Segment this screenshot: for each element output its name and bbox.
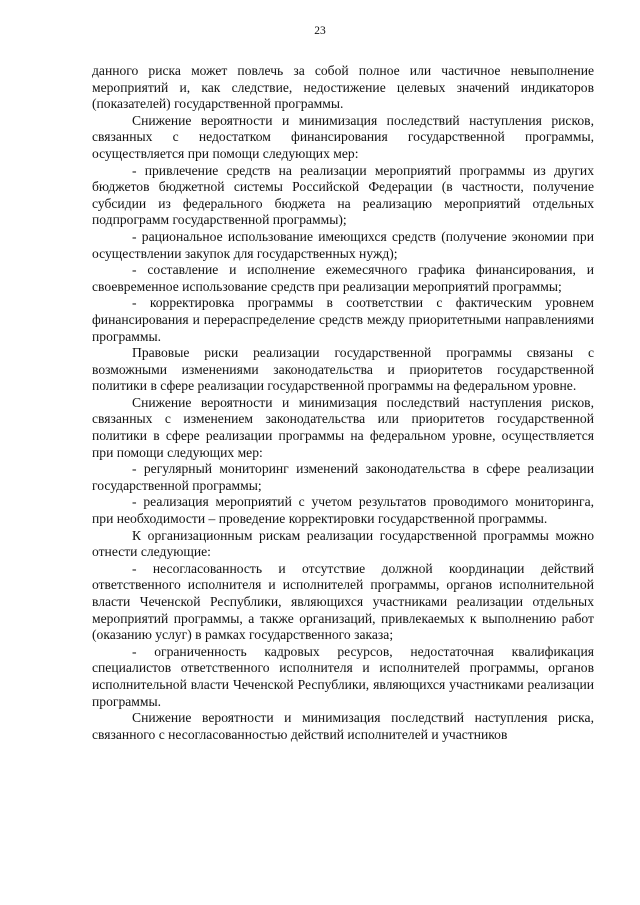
paragraph-1: данного риска может повлечь за собой полное или частичное невыполнение мероприятий и, как следствие, недостижение целевых значений индикаторов (показателей) государственной программы.	[92, 63, 594, 112]
paragraph-organizational-risks: К организационным рискам реализации государственной программы можно отнести следующие:	[92, 527, 594, 560]
list-item-staff-limits: - ограниченность кадровых ресурсов, недостаточная квалификация специалистов ответственного исполнителя и исполнителей программы, органов исполнительной власти Чеченской Республики, являющихся участниками реализации программы.	[92, 643, 594, 709]
document-body	[92, 63, 594, 743]
list-item-inconsistency: - несогласованность и отсутствие должной координации действий ответственного исполнителя и исполнителей программы, органов исполнительной власти Чеченской Республики, являющихся участниками реализации отдельных мероприятий программы, а также организаций, привлекаемых к выполнению работ (оказанию услуг) в рамках государственного заказа;	[92, 560, 594, 643]
paragraph-legal-risks: Правовые риски реализации государственной программы связаны с возможными изменениями законодательства и приоритетов государственной политики в сфере реализации государственной программы на федеральном уровне.	[92, 345, 594, 394]
list-item-program-adjustment: - корректировка программы в соответствии с фактическим уровнем финансирования и перераспределение средств между приоритетными направлениями программы.	[92, 295, 594, 344]
list-item-rational-use: - рациональное использование имеющихся средств (получение экономии при осуществлении закупок для государственных нужд);	[92, 228, 594, 261]
page-number: 23	[314, 25, 326, 37]
list-item-implementation: - реализация мероприятий с учетом результатов проводимого мониторинга, при необходимости – проведение корректировки государственной программы.	[92, 494, 594, 527]
list-item-attract-funds: - привлечение средств на реализации мероприятий программы из других бюджетов бюджетной системы Российской Федерации (в частности, получение субсидии из федерального бюджета на реализацию мероприятий отдельных подпрограмм государственной программы);	[92, 162, 594, 228]
paragraph-final: Снижение вероятности и минимизация последствий наступления риска, связанного с несогласованностью действий исполнителей и участников	[92, 710, 594, 742]
list-item-monthly-schedule: - составление и исполнение ежемесячного графика финансирования, и своевременное использование средств при реализации мероприятий программы;	[92, 262, 594, 294]
paragraph-2: Снижение вероятности и минимизация последствий наступления рисков, связанных с недостатком финансирования государственной программы, осуществляется при помощи следующих мер:	[92, 112, 594, 161]
list-item-monitoring: - регулярный мониторинг изменений законодательства в сфере реализации государственной программы;	[92, 461, 594, 493]
paragraph-legal-mitigation: Снижение вероятности и минимизация последствий наступления рисков, связанных с изменением законодательства или приоритетов государственной политики в сфере реализации программы на федеральном уровне, осуществляется при помощи следующих мер:	[92, 394, 594, 460]
